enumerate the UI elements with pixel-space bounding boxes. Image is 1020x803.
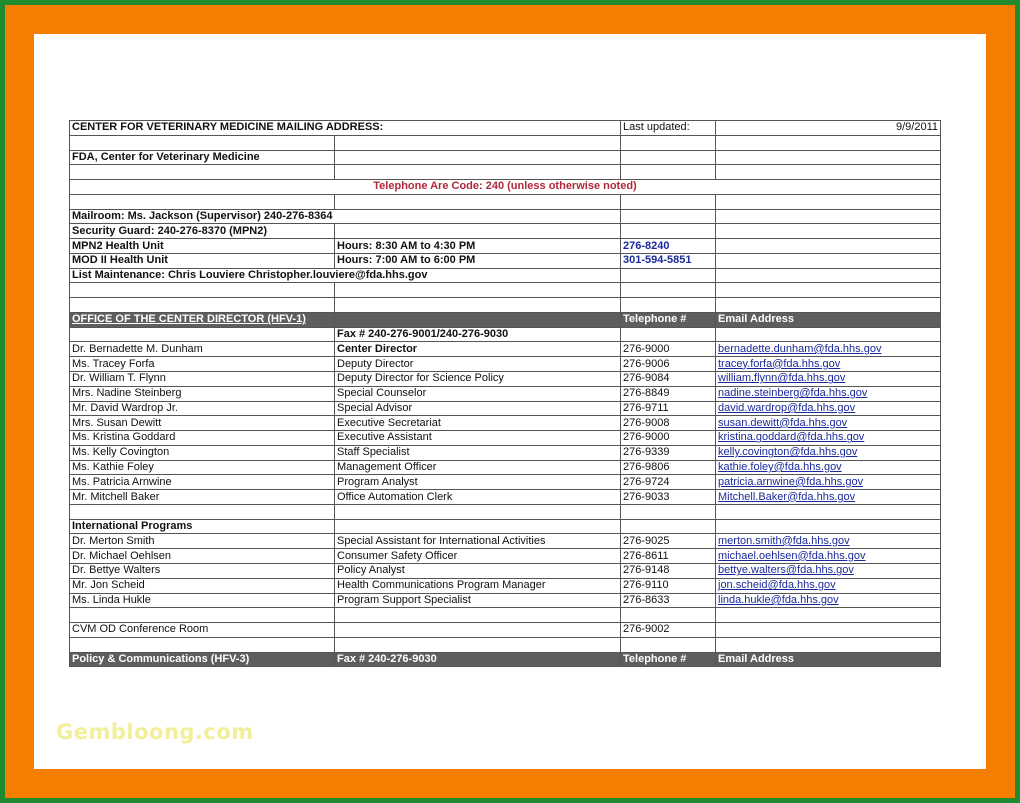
mpn2-name: MPN2 Health Unit	[70, 239, 335, 254]
person-title: Deputy Director	[335, 357, 621, 372]
mpn2-row	[70, 239, 941, 254]
security-row	[70, 224, 941, 239]
email-link[interactable]: Mitchell.Baker@fda.hhs.gov	[718, 490, 856, 503]
fax-row	[70, 327, 941, 342]
table-row	[70, 563, 941, 578]
person-title: Center Director	[335, 342, 621, 357]
email-link[interactable]: merton.smith@fda.hhs.gov	[718, 534, 850, 547]
email-link[interactable]: david.wardrop@fda.hhs.gov	[718, 401, 856, 414]
person-phone: 276-9000	[621, 342, 716, 357]
person-name: Ms. Linda Hukle	[70, 593, 335, 608]
table-row	[70, 593, 941, 608]
blank-row	[70, 298, 941, 313]
person-phone: 276-9148	[621, 563, 716, 578]
email-link[interactable]: linda.hukle@fda.hhs.gov	[718, 593, 839, 606]
person-title: Executive Assistant	[335, 431, 621, 446]
email-link[interactable]: kelly.covington@fda.hhs.gov	[718, 446, 858, 459]
section-header-policy	[70, 652, 941, 667]
email-link[interactable]: michael.oehlsen@fda.hhs.gov	[718, 549, 866, 562]
person-name: Dr. Bernadette M. Dunham	[70, 342, 335, 357]
conference-name: CVM OD Conference Room	[70, 623, 335, 638]
person-name: Mrs. Susan Dewitt	[70, 416, 335, 431]
person-phone: 276-9110	[621, 578, 716, 593]
table-row	[70, 372, 941, 387]
phone-column-header: Telephone #	[621, 312, 716, 327]
table-row	[70, 490, 941, 505]
person-phone: 276-9025	[621, 534, 716, 549]
person-name: Dr. William T. Flynn	[70, 372, 335, 387]
person-title: Program Support Specialist	[335, 593, 621, 608]
intl-title: International Programs	[70, 519, 335, 534]
email-column-header: Email Address	[716, 652, 941, 667]
person-name: Mr. Mitchell Baker	[70, 490, 335, 505]
fax-number: Fax # 240-276-9001/240-276-9030	[335, 327, 621, 342]
area-code-row	[70, 180, 941, 195]
fax-number: Fax # 240-276-9030	[335, 652, 621, 667]
person-phone: 276-9711	[621, 401, 716, 416]
email-link[interactable]: bettye.walters@fda.hhs.gov	[718, 564, 854, 577]
email-link[interactable]: bernadette.dunham@fda.hhs.gov	[718, 342, 882, 355]
person-phone: 276-9339	[621, 445, 716, 460]
person-name: Ms. Kristina Goddard	[70, 431, 335, 446]
person-phone: 276-9724	[621, 475, 716, 490]
phone-column-header: Telephone #	[621, 652, 716, 667]
blank-row	[70, 135, 941, 150]
mod2-phone: 301-594-5851	[621, 253, 716, 268]
person-name: Ms. Tracey Forfa	[70, 357, 335, 372]
person-name: Mrs. Nadine Steinberg	[70, 386, 335, 401]
person-phone: 276-9006	[621, 357, 716, 372]
person-title: Staff Specialist	[335, 445, 621, 460]
table-row	[70, 460, 941, 475]
section-title: Policy & Communications (HFV-3)	[70, 652, 335, 667]
person-phone: 276-9008	[621, 416, 716, 431]
table-row	[70, 549, 941, 564]
email-column-header: Email Address	[716, 312, 941, 327]
person-phone: 276-9084	[621, 372, 716, 387]
email-link[interactable]: susan.dewitt@fda.hhs.gov	[718, 416, 848, 429]
email-link[interactable]: tracey.forfa@fda.hhs.gov	[718, 357, 841, 370]
conference-row	[70, 623, 941, 638]
mod2-hours: Hours: 7:00 AM to 6:00 PM	[335, 253, 621, 268]
blank-row	[70, 637, 941, 652]
person-title: Health Communications Program Manager	[335, 578, 621, 593]
table-row	[70, 431, 941, 446]
person-title: Management Officer	[335, 460, 621, 475]
person-name: Ms. Kelly Covington	[70, 445, 335, 460]
person-title: Office Automation Clerk	[335, 490, 621, 505]
person-title: Special Advisor	[335, 401, 621, 416]
email-link[interactable]: kathie.foley@fda.hhs.gov	[718, 460, 842, 473]
watermark-text: Gembloong.com	[56, 720, 254, 744]
table-row	[70, 534, 941, 549]
conference-phone: 276-9002	[621, 623, 716, 638]
blank-row	[70, 194, 941, 209]
blank-row	[70, 165, 941, 180]
person-name: Ms. Kathie Foley	[70, 460, 335, 475]
blank-row	[70, 504, 941, 519]
table-row	[70, 386, 941, 401]
person-title: Special Counselor	[335, 386, 621, 401]
email-link[interactable]: patricia.arnwine@fda.hhs.gov	[718, 475, 864, 488]
document-page	[34, 34, 986, 769]
title-row	[70, 121, 941, 136]
last-updated-value: 9/9/2011	[716, 121, 941, 136]
email-link[interactable]: kristina.goddard@fda.hhs.gov	[718, 431, 865, 444]
list-maintenance-info: List Maintenance: Chris Louviere Christopher.louviere@fda.hhs.gov	[70, 268, 621, 283]
email-link[interactable]: nadine.steinberg@fda.hhs.gov	[718, 387, 868, 400]
last-updated-label: Last updated:	[621, 121, 716, 136]
mod2-name: MOD II Health Unit	[70, 253, 335, 268]
person-name: Mr. David Wardrop Jr.	[70, 401, 335, 416]
person-title: Deputy Director for Science Policy	[335, 372, 621, 387]
person-name: Dr. Merton Smith	[70, 534, 335, 549]
person-title: Policy Analyst	[335, 563, 621, 578]
person-phone: 276-9000	[621, 431, 716, 446]
directory-table	[69, 120, 941, 667]
email-link[interactable]: jon.scheid@fda.hhs.gov	[718, 579, 836, 592]
table-row	[70, 342, 941, 357]
org-name: FDA, Center for Veterinary Medicine	[70, 150, 335, 165]
table-row	[70, 357, 941, 372]
mailroom-info: Mailroom: Ms. Jackson (Supervisor) 240-276-8364	[70, 209, 621, 224]
person-name: Dr. Michael Oehlsen	[70, 549, 335, 564]
person-phone: 276-9806	[621, 460, 716, 475]
section-title: OFFICE OF THE CENTER DIRECTOR (HFV-1)	[70, 312, 335, 327]
person-title: Program Analyst	[335, 475, 621, 490]
list-maintenance-row	[70, 268, 941, 283]
blank-row	[70, 283, 941, 298]
blank-row	[70, 608, 941, 623]
mpn2-hours: Hours: 8:30 AM to 4:30 PM	[335, 239, 621, 254]
intl-header-row	[70, 519, 941, 534]
person-phone: 276-9033	[621, 490, 716, 505]
org-row	[70, 150, 941, 165]
email-link[interactable]: william.flynn@fda.hhs.gov	[718, 372, 846, 385]
table-row	[70, 401, 941, 416]
mod2-row	[70, 253, 941, 268]
security-info: Security Guard: 240-276-8370 (MPN2)	[70, 224, 335, 239]
mailroom-row	[70, 209, 941, 224]
person-title: Executive Secretariat	[335, 416, 621, 431]
person-phone: 276-8633	[621, 593, 716, 608]
person-phone: 276-8611	[621, 549, 716, 564]
section-header-director	[70, 312, 941, 327]
table-row	[70, 578, 941, 593]
person-name: Ms. Patricia Arnwine	[70, 475, 335, 490]
person-phone: 276-8849	[621, 386, 716, 401]
area-code-note: Telephone Are Code: 240 (unless otherwise noted)	[70, 180, 941, 195]
person-title: Special Assistant for International Activities	[335, 534, 621, 549]
person-title: Consumer Safety Officer	[335, 549, 621, 564]
table-row	[70, 416, 941, 431]
table-row	[70, 445, 941, 460]
person-name: Dr. Bettye Walters	[70, 563, 335, 578]
person-name: Mr. Jon Scheid	[70, 578, 335, 593]
mpn2-phone: 276-8240	[621, 239, 716, 254]
doc-title: CENTER FOR VETERINARY MEDICINE MAILING ADDRESS:	[70, 121, 621, 136]
table-row	[70, 475, 941, 490]
